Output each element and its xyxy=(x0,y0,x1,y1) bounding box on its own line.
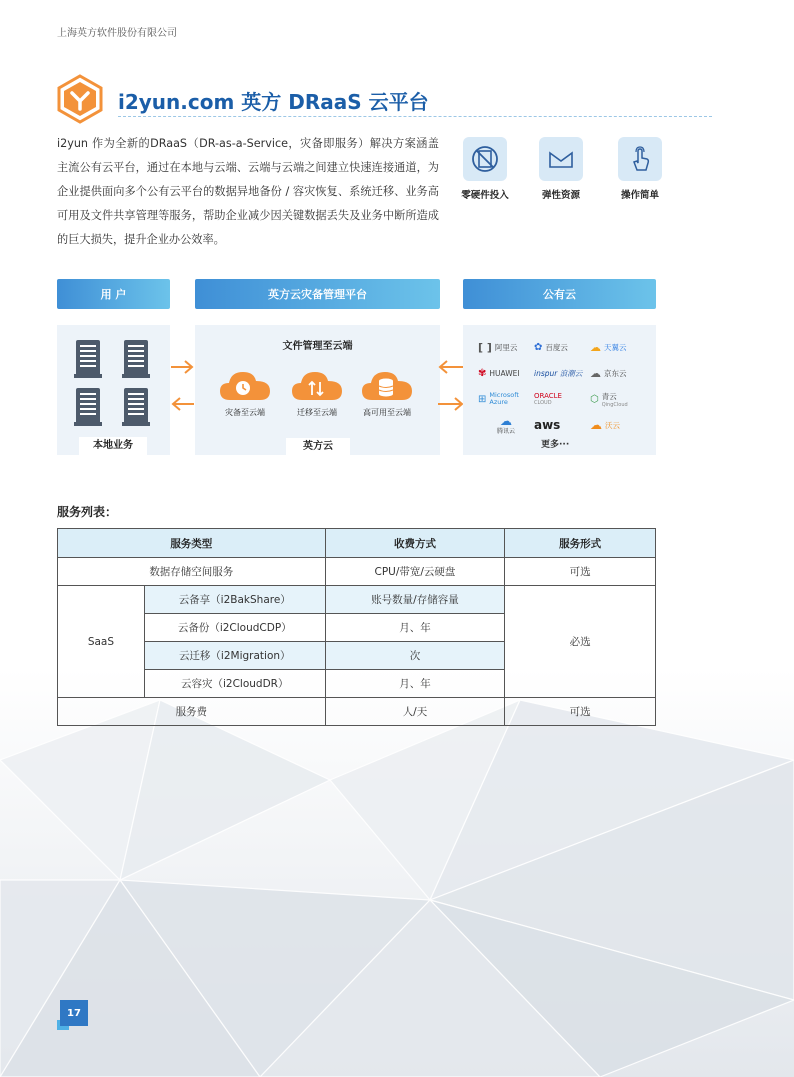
provider-logo: aws xyxy=(534,418,561,432)
elastic-resource-icon xyxy=(547,148,575,170)
local-business-label: 本地业务 xyxy=(79,437,147,455)
provider-logo: inspur 浪潮云 xyxy=(534,368,583,378)
brand-logo-icon xyxy=(55,74,105,124)
high-availability-cloud-icon xyxy=(360,366,414,404)
tap-hand-icon xyxy=(628,146,652,172)
page-title: i2yun.com 英方 DRaaS 云平台 xyxy=(118,90,429,114)
company-name: 上海英方软件股份有限公司 xyxy=(57,28,177,39)
cell-saas-fee: 月、年 xyxy=(325,614,505,642)
provider-mark-icon: ☁ xyxy=(590,418,602,432)
cell-saas-fee: 月、年 xyxy=(325,670,505,698)
backup-cloud-icon xyxy=(218,366,272,404)
provider-logo: ORACLE CLOUD xyxy=(534,392,562,406)
provider-mark-icon: ⊞ xyxy=(478,393,487,405)
cloud-label-high-availability: 高可用至云端 xyxy=(363,408,411,417)
provider-logo: ⬡ 青云 QingCloud xyxy=(590,391,628,408)
intro-paragraph: i2yun 作为全新的DRaaS（DR-as-a-Service，灾备即服务）解决方案涵盖主流公有云平台，通过在本地与云端、云端与云端之间建立快速连接通道，为企业提供面向多个公有云平台的数据异地备份 / 容灾恢复、系统迁移、业务高可用及文件共享管理等服务，帮助企业减少因关键数据丢失及业务中断所造成的巨大损失，提升企业办公效率。 xyxy=(57,137,439,246)
feature-label: 操作简单 xyxy=(620,190,659,201)
services-title: 服务列表： xyxy=(57,505,118,519)
header-service-type: 服务类型 xyxy=(58,529,326,558)
cell-saas-label: SaaS xyxy=(58,586,145,698)
provider-logo: [ ] 阿里云 xyxy=(478,340,518,354)
cell-saas-name: 云备享（i2BakShare） xyxy=(144,586,325,614)
provider-mark-icon: ☁ xyxy=(500,413,512,428)
provider-logo: ☁ 京东云 xyxy=(590,366,627,380)
cell-saas-name: 云迁移（i2Migration） xyxy=(144,642,325,670)
provider-mark-icon: ☁ xyxy=(590,340,601,354)
server-rack-icon xyxy=(70,338,160,430)
platform-label: 英方云 xyxy=(286,438,350,456)
cell-service-fee-form: 可选 xyxy=(505,698,656,726)
table-row xyxy=(58,698,656,726)
cell-saas-name: 云备份（i2CloudCDP） xyxy=(144,614,325,642)
provider-logo: ☁ 天翼云 xyxy=(590,340,627,354)
platform-subtitle: 文件管理至云端 xyxy=(282,341,353,352)
provider-mark-icon: ✿ xyxy=(534,341,543,353)
provider-mark-icon: [ ] xyxy=(478,340,492,354)
table-row xyxy=(58,558,656,586)
cloud-label-migration: 迁移至云端 xyxy=(297,408,337,417)
arrow-pair-icon xyxy=(436,358,466,413)
provider-logo: ⊞ Microsoft Azure xyxy=(478,391,519,406)
provider-mark-icon: ⬡ xyxy=(590,393,599,405)
platform-header: 英方云灾备管理平台 xyxy=(195,279,440,309)
cell-storage-type: 数据存储空间服务 xyxy=(58,558,326,586)
cell-saas-name: 云容灾（i2CloudDR） xyxy=(144,670,325,698)
page-number: 17 xyxy=(60,1000,88,1026)
provider-mark-icon: ☁ xyxy=(590,366,601,380)
migration-cloud-icon xyxy=(290,366,344,404)
cell-storage-form: 可选 xyxy=(505,558,656,586)
user-header: 用 户 xyxy=(57,279,170,309)
table-row xyxy=(58,586,656,614)
services-table xyxy=(57,528,656,726)
provider-logo: ✿ 百度云 xyxy=(534,341,568,353)
provider-logo: ✾ HUAWEI xyxy=(478,367,520,379)
feature-no-hardware xyxy=(453,137,517,201)
cell-saas-fee: 账号数量/存储容量 xyxy=(325,586,505,614)
cell-storage-fee: CPU/带宽/云硬盘 xyxy=(325,558,505,586)
cell-service-fee-fee: 人/天 xyxy=(325,698,505,726)
arrow-pair-icon xyxy=(170,358,195,413)
cell-saas-fee: 次 xyxy=(325,642,505,670)
table-header-row xyxy=(58,529,656,558)
cloud-label-backup: 灾备至云端 xyxy=(225,408,265,417)
no-hardware-icon xyxy=(471,145,499,173)
feature-label: 弹性资源 xyxy=(541,190,580,201)
title-divider xyxy=(118,116,712,117)
feature-label: 零硬件投入 xyxy=(461,190,509,201)
header-service-form: 服务形式 xyxy=(505,529,656,558)
feature-easy-operation xyxy=(608,137,672,201)
cell-saas-form: 必选 xyxy=(505,586,656,698)
provider-logo: ☁ 沃云 xyxy=(590,418,620,432)
cell-service-fee-type: 服务费 xyxy=(58,698,326,726)
provider-mark-icon: ✾ xyxy=(478,367,487,379)
more-providers: 更多··· xyxy=(541,440,570,450)
header-fee-method: 收费方式 xyxy=(325,529,505,558)
feature-elastic-resource xyxy=(529,137,593,201)
provider-logo: ☁ 腾讯云 xyxy=(496,413,515,435)
public-cloud-header: 公有云 xyxy=(463,279,656,309)
provider-logo-grid xyxy=(478,334,648,438)
